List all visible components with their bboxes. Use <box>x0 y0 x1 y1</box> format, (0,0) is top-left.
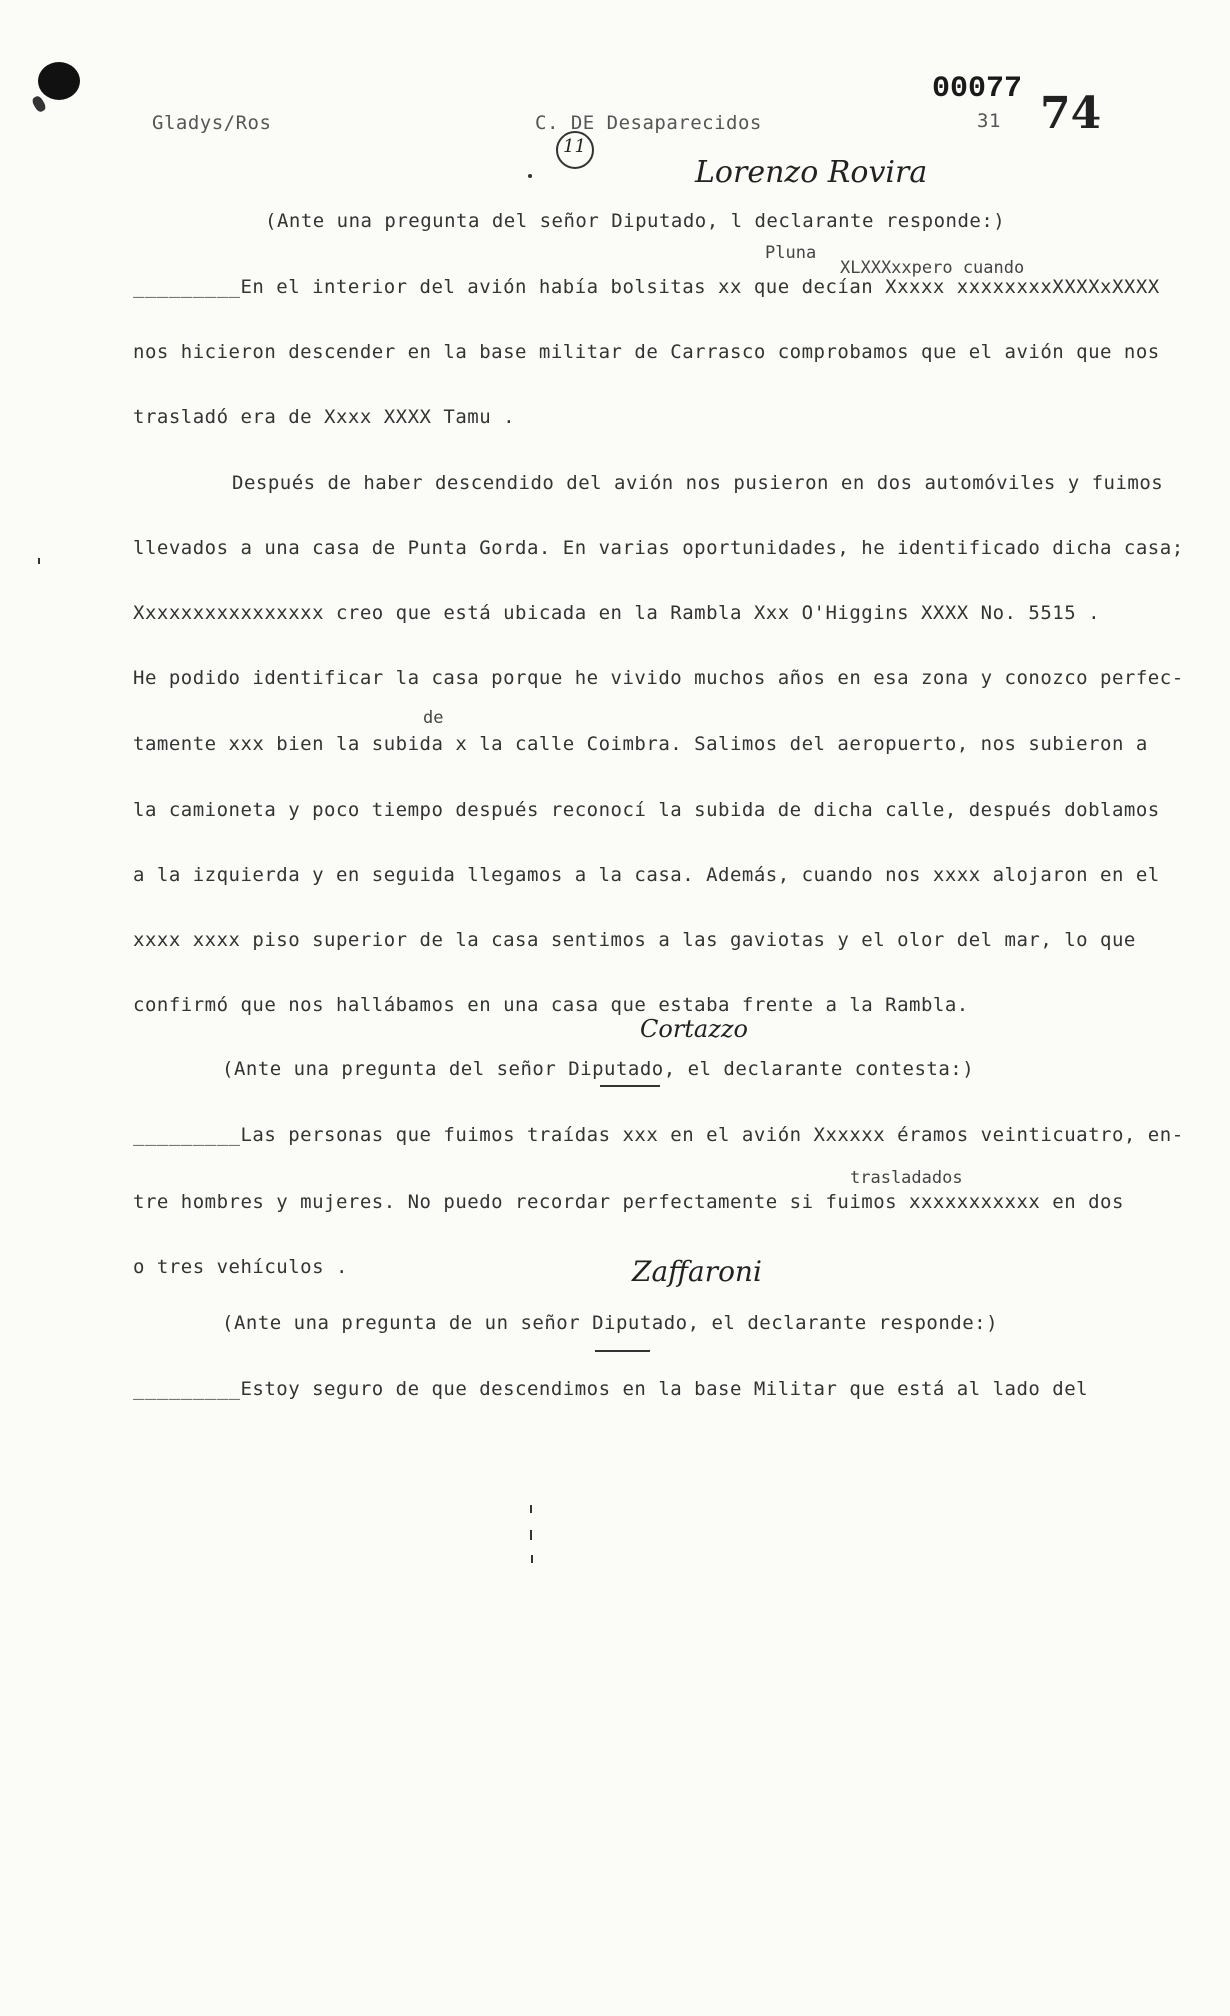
header-center-title: C. DE Desaparecidos <box>535 112 762 134</box>
paper-speck <box>531 1555 533 1563</box>
circled-number-text: 11 <box>563 136 586 157</box>
text-line: a la izquierda y en seguida llegamos a la casa. Además, cuando nos xxxx alojaron en el <box>133 864 1160 886</box>
handwritten-page-number: 74 <box>1040 88 1102 139</box>
text-line: confirmó que nos hallábamos en una casa que estaba frente a la Rambla. <box>133 994 969 1016</box>
header-left-initials: Gladys/Ros <box>152 112 272 134</box>
handwritten-name-2: Cortazzo <box>640 1015 748 1043</box>
document-number: 00077 <box>932 72 1023 106</box>
ink-tail <box>31 95 48 114</box>
text-line: Después de haber descendido del avión nos pusieron en dos automóviles y fuimos <box>232 472 1164 494</box>
handwritten-name-3: Zaffaroni <box>632 1255 762 1288</box>
text-line: _________En el interior del avión había bolsitas xx que decían Xxxxx xxxxxxxxXXXXxXXXX <box>133 276 1160 298</box>
text-line: _________Las personas que fuimos traídas xxx en el avión Xxxxxx éramos veinticuatro, en- <box>133 1124 1184 1146</box>
text-line: He podido identificar la casa porque he vivido muchos años en esa zona y conozco perfec- <box>133 667 1184 689</box>
interlinear-note-1: Pluna <box>765 243 817 263</box>
text-line: o tres vehículos . <box>133 1256 348 1278</box>
ink-blot <box>38 62 80 100</box>
page-number: 31 <box>977 110 1001 132</box>
text-line: tre hombres y mujeres. No puedo recordar perfectamente si fuimos xxxxxxxxxxx en dos <box>133 1191 1124 1213</box>
interlinear-note-4: trasladados <box>850 1168 963 1188</box>
text-line: (Ante una pregunta de un señor Diputado, el declarante responde:) <box>222 1312 999 1334</box>
signature-underline-3 <box>595 1350 650 1352</box>
handwritten-name-1: Lorenzo Rovira <box>695 155 928 190</box>
text-line: xxxx xxxx piso superior de la casa sentimos a las gaviotas y el olor del mar, lo que <box>133 929 1136 951</box>
text-line: tamente xxx bien la subida x la calle Coimbra. Salimos del aeropuerto, nos subieron a <box>133 733 1148 755</box>
text-line: (Ante una pregunta del señor Diputado, el declarante contesta:) <box>222 1058 975 1080</box>
small-dot <box>528 174 532 178</box>
text-line: la camioneta y poco tiempo después reconocí la subida de dicha calle, después doblamos <box>133 799 1160 821</box>
text-line: nos hicieron descender en la base militar de Carrasco comprobamos que el avión que nos <box>133 341 1160 363</box>
text-line: _________Estoy seguro de que descendimos en la base Militar que está al lado del <box>133 1378 1089 1400</box>
paper-speck <box>38 558 40 564</box>
text-line: trasladó era de Xxxx XXXX Tamu . <box>133 406 516 428</box>
text-line: Xxxxxxxxxxxxxxxx creo que está ubicada en la Rambla Xxx O'Higgins XXXX No. 5515 . <box>133 602 1101 624</box>
text-line: (Ante una pregunta del señor Diputado, l declarante responde:) <box>265 210 1006 232</box>
paper-speck <box>530 1530 532 1540</box>
signature-underline-2 <box>600 1085 660 1087</box>
interlinear-note-3: de <box>423 708 444 728</box>
paper-speck <box>530 1505 532 1513</box>
interlinear-note-2: XLXXXxxpero cuando <box>840 258 1025 278</box>
text-line: llevados a una casa de Punta Gorda. En varias oportunidades, he identificado dicha casa; <box>133 537 1184 559</box>
